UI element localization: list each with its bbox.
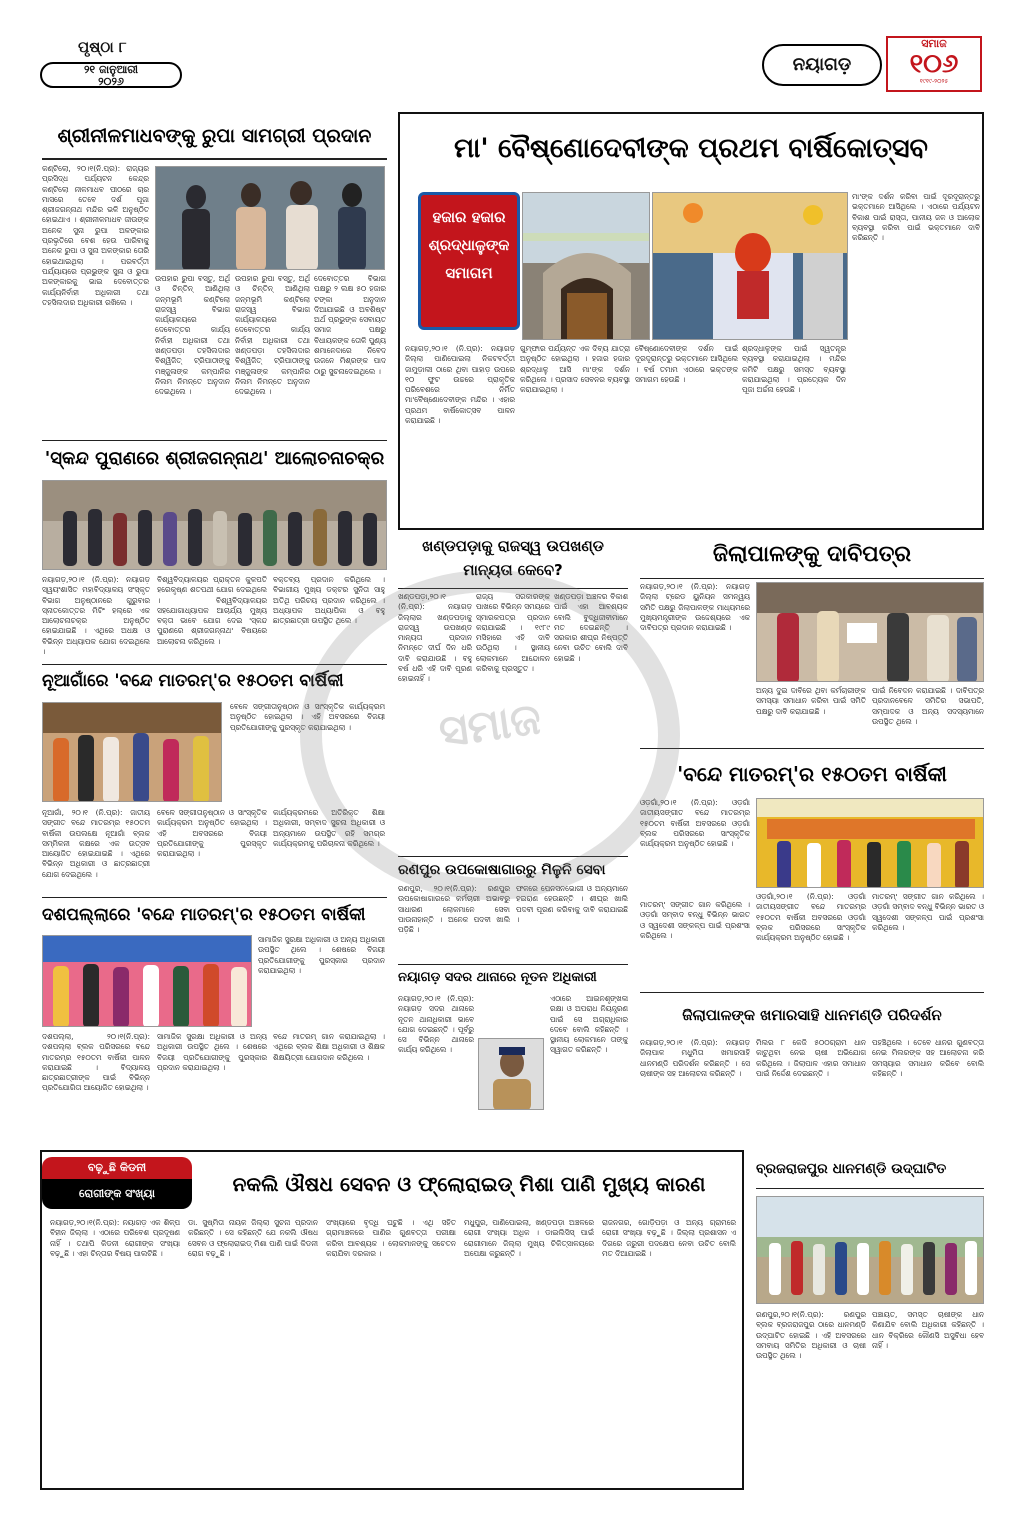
article-body: ନୟାଗଡ଼,୨୦।୧ (ନି.ପ୍ର): ନୟାଗଡ଼ ସଦର ଥାନାରେ ନୂତନ ଥାନାଧିକାରୀ ଭାବେ ଯୋଗ ଦେଇଛନ୍ତି । ପୂର୍ବରୁ ସେ ବିଭିନ୍ନ ଥାନାରେ କାର୍ଯ୍ୟ କରିଥିଲେ । — [398, 994, 474, 1055]
article-body: ପହଞ୍ଚିଥିଲେ । ତେବେ ଧାନର ଗୁଣବତ୍ତା ନେଇ ମିଲରଙ୍କ ସହ ଆଲୋଚନା କରି ସମସ୍ୟାର ସମାଧାନ କରିବେ ବୋଲି କହିଛନ୍ତି । — [872, 1038, 984, 1078]
headline-thana[interactable]: ନୟାଗଡ଼ ସଦର ଥାନାରେ ନୂତନ ଅଧିକାରୀ — [398, 970, 597, 985]
callout-text: ହଜାର ହଜାର ଶ୍ରଦ୍ଧାଳୁଙ୍କ ସମାଗମ — [428, 208, 510, 282]
article-body: ଦଶପଲ୍ଲା, ୨୦।୧(ନି.ପ୍ର): ଦଶପଲ୍ଲା ବ୍ଲକ ପରିସରରେ ବନ୍ଦେ ମାତରମ୍‌ର ୧୫୦ତମ ବାର୍ଷିକୀ ପାଳନ କରାଯାଇଛି । ବିଦ୍ୟାଳୟ ଛାତ୍ରଛାତ୍ରୀଙ୍କ ପାଇଁ ବିଭିନ୍ନ ପ୍ରତିଯୋଗିତା ଆୟୋଜିତ ହୋଇଥିଲା । — [42, 1032, 150, 1093]
article-body: ପାଇଁ ନିବେଦନ କରାଯାଇଛି । ଦାବିପତ୍ର ପ୍ରଦାନବେଳେ ସମିତିର ସଭାପତି, ସମ୍ପାଦକ ଓ ଅନ୍ୟ ସଦସ୍ୟମାନେ ଉପସ୍ଥିତ ଥିଲେ । — [872, 686, 984, 726]
article-body: ନୟାଗଡ଼,୨୦।୧(ନି.ପ୍ର): ନୟାଗଡ଼ ଏକ ଶିଳ୍ପ ବିହୀନ ଜିଲ୍ଲା । ଏଠାରେ ପରିବେଶ ପ୍ରଦୂଷଣ ନାହିଁ । ତଥାପି କିଡନୀ ରୋଗୀଙ୍କ ସଂଖ୍ୟା ବଢ଼ୁଛି । ଏହା ଚିନ୍ତାର ବିଷୟ ପାଲଟିଛି । — [50, 1218, 180, 1258]
article-body: ମଧୁପୁର, ପାଣିପୋଇଲା, ଖଣ୍ଡପଡ଼ା ଅଞ୍ଚଳରେ ରୋଗୀ ସଂଖ୍ୟା ଅଧିକ । ଡାଇଲିସିସ୍ ପାଇଁ ରୋଗୀମାନେ ଜିଲ୍ଲା ମୁଖ୍ୟ ଚିକିତ୍ସାଳୟରେ ଅପେକ୍ଷା କରୁଛନ୍ତି । — [464, 1218, 594, 1258]
article-body: ବକ୍ତବ୍ୟ ପ୍ରଦାନ କରିଥିଲେ । ବିଭାଗୀୟ ମୁଖ୍ୟ ଡକ୍ଟର ସୁନିତା ସାହୁ ଅତିଥି ପରିଚୟ ପ୍ରଦାନ କରିଥିଲେ । ଅଧ୍ୟାପକ ଅଧ୍ୟାପିକା ଓ ବହୁ ଛାତ୍ରଛାତ୍ରୀ ଉପସ୍ଥିତ ଥିଲେ । — [273, 575, 385, 626]
article-body: ବୈଷ୍ଣୋଦେବୀଙ୍କ ଦର୍ଶନ ପାଇଁ ଦୂରଦୂରାନ୍ତରୁ ଭକ୍ତମାନେ ଆସିଥିଲେ । ବର୍ଷ ତମାମ ଏଠାରେ ଭକ୍ତଙ୍କ ସମାଗମ ହେଉଛି । — [635, 344, 738, 384]
masthead-top: ସମାଜ — [921, 37, 947, 50]
masthead-bottom: ୧୯୧୯-୨୦୨୫ — [919, 78, 949, 85]
article-body: ରାଜ୍ୟ ସରକାରଙ୍କ ପାଖରେ ବିଭିନ୍ନ ସମୟରେ ସ୍ମାରକପତ୍ର ପ୍ରଦାନ କରାଯାଇଛି । ୧୯୮୯ ମସିହାରେ ଏହି ଦାବି ଉଠିଥିଲା । ସ୍ଥାନୀୟ ଲୋକମାନେ ଆନ୍ଦୋଳନ କରିବାକୁ ପ୍ରସ୍ତୁତ । — [476, 592, 550, 674]
article-body: ବେଳେ ସଙ୍ଗୀତାନୁଷ୍ଠାନ ଓ ସାଂସ୍କୃତିକ କାର୍ଯ୍ୟକ୍ରମ ଅନୁଷ୍ଠିତ ହୋଇଥିଲା । ଏହି ଅବସରରେ ବିଜୟୀ ପ୍ରତିଯୋଗୀଙ୍କୁ ପୁରସ୍କୃତ କରାଯାଇଥିଲା । — [157, 808, 267, 859]
divider — [398, 588, 628, 589]
dashapalla-photo — [42, 935, 252, 1027]
article-body: ବିଶ୍ୱବିଦ୍ୟାଳୟର ପ୍ରାକ୍ତନ କୁଳପତି ହରେକୃଷ୍ଣ ଶତପଥୀ ଯୋଗ ଦେଇଥିଲେ । ବିଶ୍ୱବିଦ୍ୟାଳୟର ସହଯୋଗାଧ୍ୟାପକ ଆଚାର୍ଯ୍ୟ ମୁଖ୍ୟ ବକ୍ତା ଭାବେ ଯୋଗ ଦେଇ 'ସ୍କନ୍ଦ ପୁରାଣରେ ଶ୍ରୀଜଗନ୍ନାଥ' ବିଷୟରେ ଆଲୋଚନା କରିଥିଲେ । — [157, 575, 267, 646]
article-body: ଡା. ସୁଷ୍ମିତା ନାୟକ ଜିଲ୍ଲା ସୁଚନା ପ୍ରଦାନ କରିଛନ୍ତି । ସେ କହିଛନ୍ତି ଯେ ନକଲି ଔଷଧ ସେବନ ଓ ଫ୍ଲୋରାଇଡ୍ ମିଶା ପାଣି ପାଇଁ କିଡନୀ ରୋଗ ବଢ଼ୁଛି । — [188, 1218, 318, 1258]
article-body: ଉପହାର ରୁପା ବସ୍ତୁ, ଅର୍ଥି ଓ ଚିନ୍ତିନ୍ ଆଣିଥିଲା ଜନ୍ମଭୂମି କଣ୍ଟିଲୋ ରାଜସ୍ୱ ବିଭାଗ କାର୍ଯ୍ୟାଳୟରେ ଦେବୋତ୍ତର କାର୍ଯ୍ୟ ନିର୍ବାହୀ ଅଧିକାରୀ ତଥା ଖଣ୍ଡପଡ଼ା ତହସିଲଦାର ବିଶ୍ୱିଜିତ୍ ଟ୍ରିପାଠୀଙ୍କୁ ମଞ୍ଜୁଳାଙ୍କ କମ୍ପାନିର ନିଲମ ନିମନ୍ତେ ଅନୁଦାନ ଦେଇଥିଲେ । — [235, 274, 310, 397]
divider — [42, 440, 387, 441]
article-body: ରାଜନଗର, ଗୋଡ଼ିପଡ଼ା ଓ ଅନ୍ୟ ଗ୍ରାମରେ ରୋଗୀ ସଂଖ୍ୟା ବଢ଼ୁଛି । ଜିଲ୍ଲା ପ୍ରଶାସନ ଏ ଦିଗରେ ଜରୁରୀ ପଦକ୍ଷେପ ନେବା ଉଚିତ ବୋଲି ମତ ଦିଆଯାଇଛି । — [602, 1218, 736, 1258]
article-body: ଅନ୍ୟ ଦୁଇ ଦାବିରେ ଥିବା କର୍ମଚାରୀଙ୍କ ସମସ୍ୟା ସମାଧାନ କରିବା ପାଇଁ ସମିତି ପକ୍ଷରୁ ଦାବି କରାଯାଇଛି । — [756, 686, 866, 716]
article-body: ଦେବୋତ୍ତର ବିଭାଗ ପକ୍ଷରୁ ୨ ଲକ୍ଷ ୫୦ ହଜାର ଟଙ୍କା ଅନୁଦାନ ଦିଆଯାଇଛି ଓ ଅବଶିଷ୍ଟ ଅର୍ଥ ପ୍ରଭୁଙ୍କ ସେବାୟତ ସମାଜ ପକ୍ଷରୁ ବିଧାୟକଙ୍କ ତୋଳି ପୁଣ୍ୟ ଶମାନେଦାରେ ନିବେଦ ଉଜନେ ମିଶ୍ରଙ୍କ ପାଦ ଠାରୁ ସୁଚନାଦେଇଥିଲେ । — [314, 274, 386, 376]
article-body: ଓଡ଼ଗାଁ,୨୦।୧ (ନି.ପ୍ର): ଓଡ଼ଗାଁ ଜାତୀୟସଙ୍ଗୀତ ବନ୍ଦେ ମାତରମ୍‌ର ୧୫୦ତମ ବାର୍ଷିକୀ ଅବସରରେ ଓଡ଼ଗାଁ ବ୍ଲକ ପରିସରରେ ସାଂସ୍କୃତିକ କାର୍ଯ୍ୟକ୍ରମ ଅନୁଷ୍ଠିତ ହୋଇଛି । — [756, 892, 866, 943]
kidney-tag — [42, 1157, 192, 1213]
divider — [42, 897, 387, 898]
article-body: ନୟାଗଡ଼,୨୦।୧ (ନି.ପ୍ର): ନୟାଗଡ଼ ଜିଲାପାଳ ମଧୁମିତା ଖମାରସାହି ଧାନମଣ୍ଡି ପରିଦର୍ଶନ କରିଛନ୍ତି । ସେ ଚାଷୀଙ୍କ ସହ ଆଲୋଚନା କରିଛନ୍ତି । — [640, 1038, 750, 1078]
divider — [42, 664, 387, 665]
headline-ranpur[interactable]: ରଣପୁର ଉପକୋଷାଗାରରୁ ମିଳୁନି ସେବା — [398, 862, 606, 878]
vaishno-idol-photo — [652, 192, 848, 340]
rupa-photo — [155, 166, 385, 270]
divider — [640, 578, 984, 579]
kidney-tag-line-2: ରୋଗୀଙ୍କ ସଂଖ୍ୟା — [42, 1179, 192, 1209]
vande2-photo — [756, 798, 984, 888]
article-body: ନୂଆଗାଁ, ୨୦।୧ (ନି.ପ୍ର): ଜାତୀୟ ସଙ୍ଗୀତ ବନ୍ଦେ ମାତରମ୍‌ର ୧୫୦ତମ ବାର୍ଷିକୀ ଉପଲକ୍ଷେ ନୂଆଗାଁ ବ୍ଲକ ସମ୍ମିଳନୀ କକ୍ଷରେ ଏକ ଉତ୍ସବ ଆୟୋଜିତ ହୋଇଯାଇଛି । ଏଥିରେ ବିଭିନ୍ନ ଅଧିକାରୀ ଓ ଛାତ୍ରଛାତ୍ରୀ ଯୋଗ ଦେଇଥିଲେ । — [42, 808, 150, 879]
article-body: ଗୁମ୍ଫାର ପର୍ଯ୍ୟନ୍ତ ଏକ ଦିବ୍ୟ ଯାତ୍ରା ଅନୁଷ୍ଠିତ ହୋଇଥିଲା । ହଜାର ହଜାର ଶ୍ରଦ୍ଧାଳୁ ଆସି ମା'ଙ୍କ ଦର୍ଶନ କରିଥିଲେ । ପ୍ରସାଦ ସେବନର ବ୍ୟବସ୍ଥା କରାଯାଇଥିଲା । — [520, 344, 630, 395]
vaishno-callout — [418, 192, 520, 330]
divider — [640, 748, 984, 749]
headline-vande2[interactable]: 'ବନ୍ଦେ ମାତରମ୍'ର ୧୫୦ତମ ବାର୍ଷିକୀ — [677, 762, 947, 786]
article-body: କାର୍ଯ୍ୟକ୍ରମରେ ଅତିରିକ୍ତ ଶିକ୍ଷା ଅଧିକାରୀ, ସମ୍ବାଦ ସୁଚନା ଅଧିକାରୀ ଓ ଅନ୍ୟମାନେ ଉପସ୍ଥିତ ରହି ସମଗ୍ର କାର୍ଯ୍ୟକ୍ରମକୁ ପରିଚାଳନା କରିଥିଲେ । — [273, 808, 385, 848]
headline-brajaraj[interactable]: ବ୍ରଜରାଜପୁର ଧାନମଣ୍ଡି ଉଦ୍‌ଘାଟିତ — [756, 1161, 947, 1177]
jilapala-photo — [756, 582, 984, 682]
watermark-text: ସମାଜ — [435, 693, 545, 758]
headline-dashapalla[interactable]: ଦଶପଲ୍ଲାରେ 'ବନ୍ଦେ ମାତରମ୍'ର ୧୫୦ତମ ବାର୍ଷିକୀ — [42, 905, 366, 925]
section-label: ନୟାଗଡ଼ — [762, 44, 882, 86]
divider — [398, 856, 628, 857]
headline-skanda[interactable]: 'ସ୍କନ୍ଦ ପୁରାଣରେ ଶ୍ରୀଜଗନ୍ନାଥ' ଆଲୋଚନାଚକ୍ର — [44, 448, 385, 469]
divider — [756, 1188, 984, 1189]
date-line-2: ୨୦୨୬ — [98, 75, 124, 88]
article-body: କଣ୍ଟିଲୋ, ୨୦।୧(ନି.ପ୍ର): ରାଜ୍ୟର ପ୍ରସିଦ୍ଧ ପର୍ଯ୍ୟଟନ କେନ୍ଦ୍ର କଣ୍ଟିଲୋ ନୀଳମାଧବ ପୀଠରେ ଚାର ମାସରେ ତେବେ ଦର୍ଶ ପୂଜା ଶ୍ରୀଜଗନ୍ନାଥ ମନ୍ଦିର ଭଳି ଅନୁଷ୍ଠିତ ହୋଇଥାଏ । ଶ୍ରୀନୀଳମାଧବ ଜୀଉଙ୍କ ଅନେକ ସୁନା ରୁପା ଅଳଙ୍କାର ପ୍ରଭୃତିରେ ବେଶ ହେଉ ପାରିବାକୁ ଅନେକ ରୁପା ଓ ସୁନା ଅଳଙ୍କାର ତୋରି ହୋଇଥାଇଥିଲା । ପରବର୍ତ୍ତୀ ପର୍ଯ୍ୟାୟରେ ପ୍ରଭୁଙ୍କ ସୁନା ଓ ରୁପା ଅଳଙ୍କାରକୁ ଭାଇ ଦେବୋତ୍ତର କାର୍ଯ୍ୟନିର୍ବାହୀ ଅଧିକାରୀ ତଥା ତହସିଲଦାର ଅଧିକାରୀ ରଖିଲେ । — [42, 164, 149, 307]
article-body: ଖଣ୍ଡପଡ଼ା,୨୦।୧ (ନି.ପ୍ର): ନୟାଗଡ଼ ଜିଲ୍ଲାର ଖଣ୍ଡପଡ଼ାକୁ ରାଜସ୍ୱ ଉପଖଣ୍ଡ ମାନ୍ୟତା ପ୍ରଦାନ ନିମନ୍ତେ ଦୀର୍ଘ ଦିନ ଧରି ଦାବି କରାଯାଉଛି । ବହୁ ବର୍ଷ ଧରି ଏହି ଦାବି ପୂରଣ ହୋଇନାହିଁ । — [398, 592, 472, 684]
article-body: ବେଳେ ସଙ୍ଗୀତାନୁଷ୍ଠାନ ଓ ସାଂସ୍କୃତିକ କାର୍ଯ୍ୟକ୍ରମ ଅନୁଷ୍ଠିତ ହୋଇଥିଲା । ଏହି ଅବସରରେ ବିଜୟୀ ପ୍ରତିଯୋଗୀଙ୍କୁ ପୁରସ୍କୃତ କରାଯାଇଥିଲା । — [230, 702, 385, 732]
headline-khandapada[interactable]: ଖଣ୍ଡପଡ଼ାକୁ ରାଜସ୍ୱ ଉପଖଣ୍ଡ ମାନ୍ୟତା କେବେ? — [422, 537, 604, 579]
article-body: ନୟାଗଡ଼,୨୦।୧ (ନି.ପ୍ର): ନୟାଗଡ଼ ଜିଲ୍ଲା ପାଣିପୋଇଲା ନିକଟବର୍ତ୍ତୀ ଜାମୁଡ଼ାଲୀ ଠାରେ ଥିବା ପାହାଡ଼ ଉପରେ ୧୦ ଫୁଟ ଉଚ୍ଚରେ ପ୍ରାକୃତିକ ପରିବେଶରେ ନିର୍ମିତ ମା'ବୈଷ୍ଣୋଦେବୀଙ୍କ ମନ୍ଦିର । ଏହାର ପ୍ରଥମ ବାର୍ଷିକୋତ୍ସବ ପାଳନ କରାଯାଇଛି । — [405, 344, 515, 426]
date-pill — [40, 62, 182, 88]
article-body: ମାତରମ୍' ସଙ୍ଗୀତ ଗାନ କରିଥିଲେ । ଓଡ଼ଗାଁ ସମ୍ବାଦ ବନ୍ଧୁ ବିଭିନ୍ନ ଭାରତ ଓ ସ୍ୱଦେଶୀ ସଙ୍କଳ୍ପ ପାଇଁ ପ୍ରଶଂସା କରିଥିଲେ । — [640, 900, 750, 940]
vaishno-temple-photo — [522, 192, 650, 340]
article-body: ରଣପୁର, ୨୦।୧(ନି.ପ୍ର): ରଣପୁର ଉପକୋଷାଗାରରେ କର୍ମଚାରୀ ଅଭାବରୁ ସାଧାରଣ ଲୋକମାନେ ସେବା ପାଉନାହାନ୍ତି । ଅନେକ ପଦବୀ ଖାଲି ପଡ଼ିଛି । — [398, 884, 510, 935]
headline-jilapala[interactable]: ଜିଲାପାଳଙ୍କୁ ଦାବିପତ୍ର — [712, 542, 912, 567]
masthead-number: ୧୦୬ — [909, 49, 959, 79]
date-line-1: ୨୧ ଜାନୁଆରୀ — [83, 63, 139, 76]
article-body: ମାତରମ୍' ସଙ୍ଗୀତ ଗାନ କରିଥିଲେ । ଓଡ଼ଗାଁ ସମ୍ବାଦ ବନ୍ଧୁ ବିଭିନ୍ନ ଭାରତ ଓ ସ୍ୱଦେଶୀ ସଙ୍କଳ୍ପ ପାଇଁ ପ୍ରଶଂସା କରିଥିଲେ । — [872, 892, 984, 932]
article-body: ନୟାଗଡ଼,୨୦।୧ (ନି.ପ୍ର): ନୟାଗଡ଼ ସ୍ୱୟଂଶାସିତ ମହାବିଦ୍ୟାଳୟ ସଂସ୍କୃତ ବିଭାଗ ଅନୁଷ୍ଠାନରେ ଗୁରୁବାର ସ୍ନାତକୋତ୍ତର ମିଟିଂ ହଲ୍‌ରେ ଏକ ଆଲୋଚନାଚକ୍ର ଅନୁଷ୍ଠିତ ହୋଇଯାଇଛି । ଏଥିରେ ଅଧକ୍ଷ ଓ ବିଭିନ୍ନ ଅଧ୍ୟାପକ ଯୋଗ ଦେଇଥିଲେ । — [42, 575, 150, 657]
headline-kidney[interactable]: ନକଲି ଔଷଧ ସେବନ ଓ ଫ୍ଲୋରାଇଡ୍ ମିଶା ପାଣି ମୁଖ୍ୟ କାରଣ — [232, 1172, 706, 1196]
article-body: ସଂଖ୍ୟାରେ ବୃଦ୍ଧି ଘଟୁଛି । ଏଥି ସହିତ ଗ୍ରାମାଞ୍ଚଳରେ ପାଣିର ଗୁଣବତ୍ତା ପରୀକ୍ଷା କରିବା ଆବଶ୍ୟକ । ଲୋକମାନଙ୍କୁ ସଚେତନ କରାଯିବା ଦରକାର । — [326, 1218, 456, 1258]
article-body: ଉପହାର ରୁପା ବସ୍ତୁ, ଅର୍ଥି ଓ ଚିନ୍ତିନ୍ ଆଣିଥିଲା ଜନ୍ମଭୂମି କଣ୍ଟିଲୋ ରାଜସ୍ୱ ବିଭାଗ କାର୍ଯ୍ୟାଳୟରେ ଦେବୋତ୍ତର କାର୍ଯ୍ୟ ନିର୍ବାହୀ ଅଧିକାରୀ ତଥା ଖଣ୍ଡପଡ଼ା ତହସିଲଦାର ବିଶ୍ୱିଜିତ୍ ଟ୍ରିପାଠୀଙ୍କୁ ମଞ୍ଜୁଳାଙ୍କ କମ୍ପାନିର ନିଲମ ନିମନ୍ତେ ଅନୁଦାନ ଦେଇଥିଲେ । — [155, 274, 230, 397]
divider — [640, 992, 984, 993]
article-body: ନୟାଗଡ଼,୨୦।୧ (ନି.ପ୍ର): ନୟାଗଡ଼ ଜିଲ୍ଲା ଟ୍ରେଡ ୟୁନିୟନ ସମନ୍ୱୟ ସମିତି ପକ୍ଷରୁ ଜିଲାପାଳଙ୍କ ମାଧ୍ୟମରେ ମୁଖ୍ୟମନ୍ତ୍ରୀଙ୍କ ଉଦ୍ଦେଶ୍ୟରେ ଏକ ଦାବିପତ୍ର ପ୍ରଦାନ କରାଯାଇଛି । — [640, 582, 750, 633]
headline-nuagaon[interactable]: ନୂଆଗାଁରେ 'ବନ୍ଦେ ମାତରମ୍'ର ୧୫୦ତମ ବାର୍ଷିକୀ — [42, 671, 344, 691]
nuagaon-photo — [42, 702, 222, 802]
page-header-left — [40, 38, 190, 88]
headline-rupa[interactable]: ଶ୍ରୀନୀଳମାଧବଙ୍କୁ ରୁପା ସାମଗ୍ରୀ ପ୍ରଦାନ — [57, 125, 372, 147]
article-body: ଖଣ୍ଡପଡ଼ା ଅଞ୍ଚଳର ବିକାଶ ପାଇଁ ଏହା ଆବଶ୍ୟକ ବୋଲି ବୁଦ୍ଧିଜୀବୀମାନେ ମତ ଦେଇଛନ୍ତି । ସରକାର ଶୀଘ୍ର ନିଷ୍ପତ୍ତି ନେବା ଉଚିତ ବୋଲି ଦାବି ହୋଇଛି । — [554, 592, 628, 663]
masthead-logo — [886, 36, 982, 92]
page-number: ପୃଷ୍ଠା ୮ — [78, 38, 127, 56]
article-body: ସାମାଜିକ ସୁରକ୍ଷା ଅଧିକାରୀ ଓ ଅନ୍ୟ ଅଧିକାରୀ ଉପସ୍ଥିତ ଥିଲେ । ଶେଷରେ ବିଜୟୀ ପ୍ରତିଯୋଗୀଙ୍କୁ ପୁରସ୍କାର ପ୍ରଦାନ କରାଯାଇଥିଲା । — [258, 935, 385, 975]
skanda-photo — [42, 480, 387, 570]
article-body: ପଞ୍ଚାୟତ, ସମସ୍ତ ଚାଷୀଙ୍କ ଧାନ କିଣାଯିବ ବୋଲି ଅଧିକାରୀ କହିଛନ୍ତି । ଧାନ ବିକ୍ରିରେ କୌଣସି ଅସୁବିଧା ହେବ ନାହିଁ । — [872, 1310, 984, 1350]
article-body: ବନ୍ଦେ ମାତରମ୍ ଗାନ କରାଯାଇଥିଲା । ଏଥିରେ ବ୍ଲକ ଶିକ୍ଷା ଅଧିକାରୀ ଓ ଶିକ୍ଷକ ଶିକ୍ଷୟିତ୍ରୀ ଯୋଗଦାନ କରିଥିଲେ । — [273, 1032, 385, 1062]
article-body: ଓଡ଼ଗାଁ,୨୦।୧ (ନି.ପ୍ର): ଓଡ଼ଗାଁ ଜାତୀୟସଙ୍ଗୀତ ବନ୍ଦେ ମାତରମ୍‌ର ୧୫୦ତମ ବାର୍ଷିକୀ ଅବସରରେ ଓଡ଼ଗାଁ ବ୍ଲକ ପରିସରରେ ସାଂସ୍କୃତିକ କାର୍ଯ୍ୟକ୍ରମ ଅନୁଷ୍ଠିତ ହୋଇଛି । — [640, 798, 750, 849]
officer-photo — [478, 1038, 544, 1110]
kidney-tag-line-1: ବଢ଼ୁଛି କିଡନୀ — [42, 1157, 192, 1179]
page-header-right — [762, 36, 984, 94]
divider — [398, 964, 628, 965]
headline-vaishno[interactable]: ମା' ବୈଷ୍ଣୋଦେବୀଙ୍କ ପ୍ରଥମ ବାର୍ଷିକୋତ୍ସବ — [454, 133, 928, 164]
article-body: ଶ୍ରଦ୍ଧାଳୁଙ୍କ ପାଇଁ ସ୍ୱତନ୍ତ୍ର ବ୍ୟବସ୍ଥା କରାଯାଇଥିଲା । ମନ୍ଦିର କମିଟି ପକ୍ଷରୁ ସମସ୍ତ ବ୍ୟବସ୍ଥା କରାଯାଇଥିଲା । ପ୍ରତ୍ୟେକ ଦିନ ପୂଜା ଅର୍ଚ୍ଚନା ହେଉଛି । — [742, 344, 846, 395]
headline-khamar[interactable]: ଜିଲାପାଳଙ୍କ ଖମାରସାହି ଧାନମଣ୍ଡି ପରିଦର୍ଶନ — [682, 1006, 942, 1024]
article-body: ରଣପୁର,୨୦।୧(ନି.ପ୍ର): ରଣପୁର ବ୍ଲକ ବ୍ରଜରାଜପୁର ଠାରେ ଧାନମଣ୍ଡି ଉଦ୍‌ଘାଟିତ ହୋଇଛି । ଏହି ଅବସରରେ ସମବାୟ ସମିତିର ଅଧିକାରୀ ଓ ଚାଷୀ ଉପସ୍ଥିତ ଥିଲେ । — [756, 1310, 866, 1361]
article-body: ଫଳରେ ପେନସନଭୋଗୀ ଓ ଅନ୍ୟମାନେ ହଇରାଣ ହେଉଛନ୍ତି । ଶୀଘ୍ର ଖାଲି ପଦବୀ ପୂରଣ କରିବାକୁ ଦାବି କରାଯାଇଛି । — [516, 884, 628, 924]
divider — [42, 158, 387, 160]
article-body: ମା'ଙ୍କ ଦର୍ଶନ କରିବା ପାଇଁ ଦୂରଦୂରାନ୍ତରୁ ଭକ୍ତମାନେ ଆସିଥିଲେ । ଏଠାରେ ପର୍ଯ୍ୟଟନ ବିକାଶ ପାଇଁ ରାସ୍ତା, ପାନୀୟ ଜଳ ଓ ଆଲୋକ ବ୍ୟବସ୍ଥା କରିବା ପାଇଁ ଭକ୍ତମାନେ ଦାବି କରିଛନ୍ତି । — [852, 192, 980, 243]
article-body: ସାମାଜିକ ସୁରକ୍ଷା ଅଧିକାରୀ ଓ ଅନ୍ୟ ଅଧିକାରୀ ଉପସ୍ଥିତ ଥିଲେ । ଶେଷରେ ବିଜୟୀ ପ୍ରତିଯୋଗୀଙ୍କୁ ପୁରସ୍କାର ପ୍ରଦାନ କରାଯାଇଥିଲା । — [157, 1032, 267, 1072]
article-body: ଏଠାରେ ଆଇନଶୃଙ୍ଖଳା ରକ୍ଷା ଓ ଅପରାଧ ନିୟନ୍ତ୍ରଣ ପାଇଁ ସେ ଅଗ୍ରାଧିକାର ଦେବେ ବୋଲି କହିଛନ୍ତି । ସ୍ଥାନୀୟ ଲୋକମାନେ ତାଙ୍କୁ ସ୍ୱାଗତ କରିଛନ୍ତି । — [550, 994, 628, 1055]
article-body: ମିଲର ୮ କେଜି ୫୦୦ଗ୍ରାମ ଧାନ କାଟୁଥିବା ନେଇ ଚାଷୀ ଅଭିଯୋଗ କରିଥିଲେ । ଜିଲାପାଳ ଏହାର ସମାଧାନ ପାଇଁ ନିର୍ଦ୍ଦେଶ ଦେଇଛନ୍ତି । — [756, 1038, 866, 1078]
brajaraj-photo — [756, 1196, 984, 1304]
